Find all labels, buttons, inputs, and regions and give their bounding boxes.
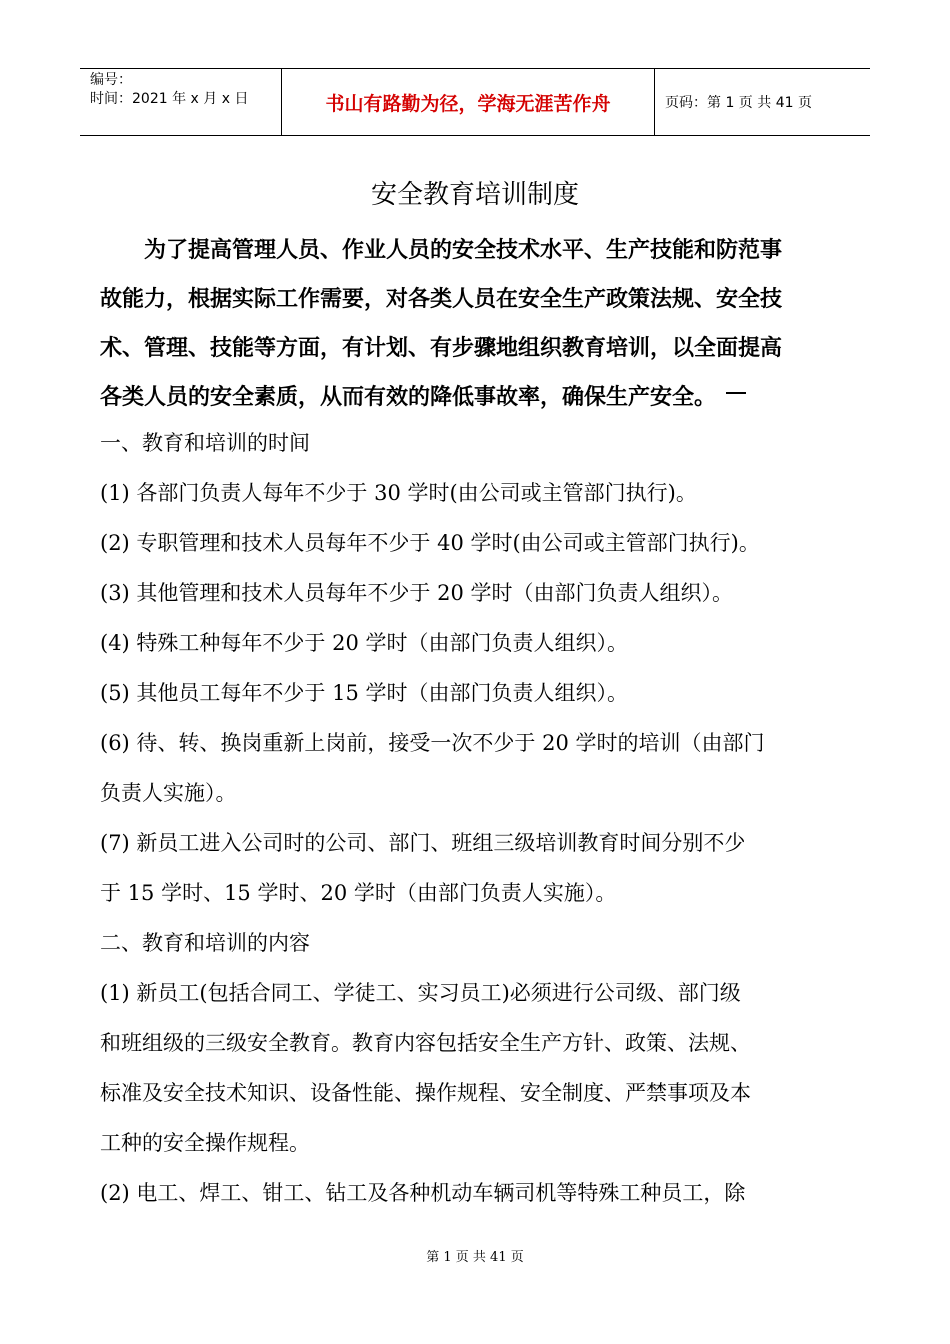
page-footer: 第 1 页 共 41 页 bbox=[426, 1250, 524, 1265]
intro-line-text: 各类人员的安全素质，从而有效的降低事故率，确保生产安全。 bbox=[100, 385, 717, 410]
page-info-cell bbox=[655, 69, 870, 135]
body-line: 和班组级的三级安全教育。教育内容包括安全生产方针、政策、法规、 bbox=[100, 1031, 751, 1055]
body-line: (1) 新员工(包括合同工、学徒工、实习员工)必须进行公司级、部门级 bbox=[100, 981, 741, 1005]
motto-text: 书山有路勤为径，学海无涯苦作舟 bbox=[325, 92, 611, 115]
section-heading-content: 二、教育和培训的内容 bbox=[100, 931, 310, 955]
body-line: 标准及安全技术知识、设备性能、操作规程、安全制度、严禁事项及本 bbox=[100, 1081, 751, 1105]
body-line: (3) 其他管理和技术人员每年不少于 20 学时（由部门负责人组织）。 bbox=[100, 581, 733, 605]
body-line: (2) 专职管理和技术人员每年不少于 40 学时(由公司或主管部门执行)。 bbox=[100, 531, 760, 555]
edit-mark-icon bbox=[726, 392, 746, 404]
motto-cell bbox=[282, 69, 655, 135]
section-heading-time: 一、教育和培训的时间 bbox=[100, 431, 310, 455]
header-meta-cell bbox=[80, 69, 282, 135]
body-line: 负责人实施）。 bbox=[100, 781, 237, 805]
time-label: 时间：2021 年 x 月 x 日 bbox=[90, 91, 249, 107]
number-label: 编号： bbox=[90, 72, 132, 88]
body-text bbox=[100, 418, 852, 1218]
header-table bbox=[80, 68, 870, 136]
body-line: (7) 新员工进入公司时的公司、部门、班组三级培训教育时间分别不少 bbox=[100, 831, 746, 855]
intro-line: 故能力，根据实际工作需要，对各类人员在安全生产政策法规、安全技 bbox=[100, 287, 783, 312]
intro-line: 为了提高管理人员、作业人员的安全技术水平、生产技能和防范事 bbox=[144, 238, 783, 263]
intro-line-last bbox=[100, 373, 852, 422]
intro-line: 术、管理、技能等方面，有计划、有步骤地组织教育培训，以全面提高 bbox=[100, 336, 783, 361]
page-info-text: 页码：第 1 页 共 41 页 bbox=[665, 95, 812, 111]
body-line: (1) 各部门负责人每年不少于 30 学时(由公司或主管部门执行)。 bbox=[100, 481, 697, 505]
body-line: 于 15 学时、15 学时、20 学时（由部门负责人实施）。 bbox=[100, 881, 617, 905]
body-line: 工种的安全操作规程。 bbox=[100, 1131, 310, 1155]
body-line: (6) 待、转、换岗重新上岗前，接受一次不少于 20 学时的培训（由部门 bbox=[100, 731, 765, 755]
body-line: (2) 电工、焊工、钳工、钻工及各种机动车辆司机等特殊工种员工，除 bbox=[100, 1181, 746, 1205]
body-line: (5) 其他员工每年不少于 15 学时（由部门负责人组织）。 bbox=[100, 681, 628, 705]
intro-paragraph bbox=[100, 226, 852, 422]
document-title: 安全教育培训制度 bbox=[370, 180, 579, 210]
body-line: (4) 特殊工种每年不少于 20 学时（由部门负责人组织）。 bbox=[100, 631, 628, 655]
